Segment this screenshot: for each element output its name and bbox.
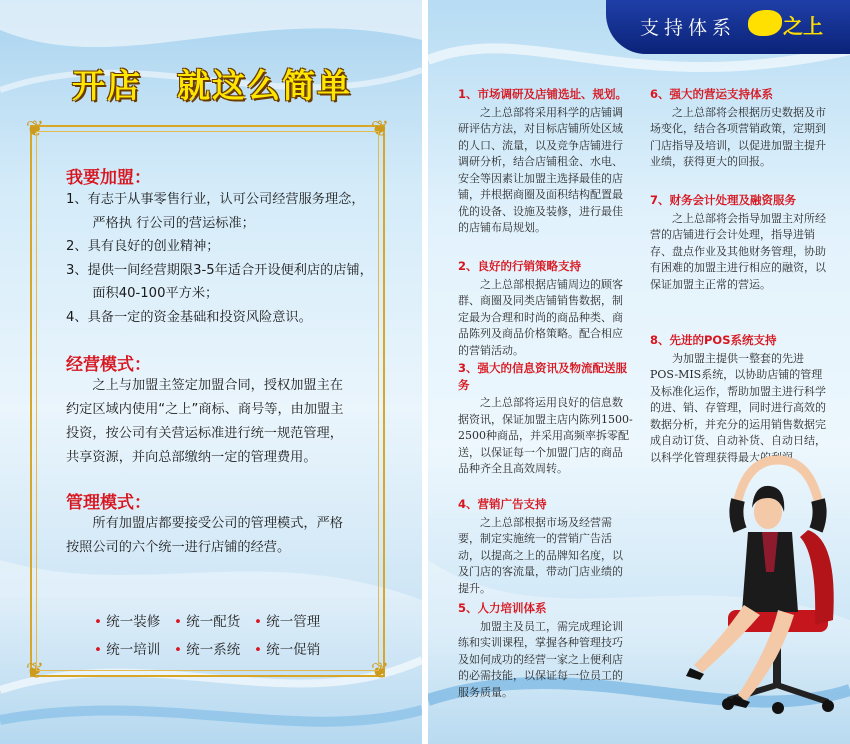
list-item: 1、有志于从事零售行业，认可公司经营服务理念，: [66, 192, 365, 207]
section-title: 6、强大的营运支持体系: [650, 87, 774, 101]
management-text: 所有加盟店都要接受公司的管理模式，严格按照公司的六个统一进行店铺的经营。: [66, 516, 343, 555]
operation-heading: 经营模式：: [66, 355, 151, 375]
unified-item: • 统一配货: [174, 610, 254, 630]
support-section: [458, 496, 633, 597]
unified-item: • 统一装修: [94, 610, 174, 630]
section-body: 之上总部将会指导加盟主对所经营的店铺进行会计处理，指导进销存、盘点作业及其他财务管理，协助有困难的加盟主进行相应的融资，以保证加盟主正常的营运。: [650, 211, 826, 291]
support-section: [458, 258, 633, 359]
list-item: 严格执 行公司的营运标准；: [66, 215, 255, 231]
brand-logo-text: 之上: [783, 14, 823, 38]
section-body: 之上总部将采用科学的店铺调研评估方法，对目标店铺所处区域的人口、流量，以及竞争店铺进行调研分析，结合店铺租金、水电、安全等因素让加盟主选择最佳的店铺，并根据商圈及面积结构配置最优的设备、设施及装修，进行最佳的店铺布局规划。: [458, 105, 623, 234]
support-section: [458, 360, 633, 478]
left-panel: [0, 0, 422, 744]
section-title: 7、财务会计处理及融资服务: [650, 193, 797, 207]
list-item: 面积40-100平方米；: [66, 286, 219, 301]
section-body: 加盟主及员工，需完成理论训练和实训课程，掌握各种管理技巧及如何成功的经营一家之上便利店的必需技能，以保证每一位员工的服务质量。: [458, 619, 623, 699]
ornament-icon: ❦: [25, 659, 45, 684]
unified-item: • 统一管理: [254, 610, 344, 630]
section-title: 8、先进的POS系统支持: [650, 333, 777, 347]
join-requirements-list: [66, 188, 376, 329]
header-title: 支持体系: [640, 17, 737, 39]
unified-item: • 统一培训: [94, 638, 174, 658]
section-body: 为加盟主提供一整套的先进POS-MIS系统，以协助店铺的管理及标准化运作，帮助加盟主进行科学的进、销、存管理，同时进行高效的数据分析，并充分的运用销售数据完成自动订货、自动补货、自动日结，以科学化管理获得最大的利润。: [650, 351, 826, 464]
section-title: 1、市场调研及店铺选址、规划。: [458, 87, 627, 101]
section-body: 之上总部将运用良好的信息数据资讯，保证加盟主店内陈列1500-2500种商品，并采用高频率拆零配送，以保证每一个加盟门店的商品品种齐全且高效周转。: [458, 396, 633, 475]
support-section: [650, 192, 828, 293]
unified-item: • 统一系统: [174, 638, 254, 658]
brand-logo-icon: [748, 10, 782, 36]
businesswoman-chair-image: [668, 440, 848, 740]
section-title: 2、良好的行销策略支持: [458, 259, 582, 273]
list-item: 2、具有良好的创业精神；: [66, 239, 220, 254]
section-body: 之上总部根据店铺周边的顾客群、商圈及同类店铺销售数据，制定最为合理和时尚的商品种类、商品陈列及商品价格策略。配合相应的营销活动。: [458, 277, 623, 357]
support-section: [458, 86, 633, 237]
ornament-icon: ❦: [25, 117, 45, 142]
section-body: 之上总部根据市场及经营需要，制定实施统一的营销广告活动，以提高之上的品牌知名度，以及门店的客流量，带动门店业绩的提升。: [458, 515, 623, 595]
right-panel: [428, 0, 850, 744]
operation-text: 之上与加盟主签定加盟合同，授权加盟主在约定区域内使用“之上”商标、商号等，由加盟主投资，按公司有关营运标准进行统一规范管理，共享资源，并向总部缴纳一定的管理费用。: [66, 378, 344, 465]
section-body: 之上总部将会根据历史数据及市场变化，结合各项营销政策，定期到门店指导及培训，以促进加盟主提升业绩，获得更大的回报。: [650, 105, 826, 168]
ornament-icon: ❦: [370, 659, 390, 684]
page-title: 开店 就这么简单: [72, 66, 352, 105]
list-item: 4、具备一定的资金基础和投资风险意识。: [66, 309, 312, 325]
section-title: 3、强大的信息资讯及物流配送服务: [458, 361, 627, 392]
list-item: 3、提供一间经营期限3-5年适合开设便利店的店铺，: [66, 262, 373, 278]
support-section: [458, 600, 633, 701]
section-title: 5、人力培训体系: [458, 601, 547, 615]
unified-item: • 统一促销: [254, 638, 344, 658]
ornament-icon: ❦: [370, 117, 390, 142]
six-unified-grid: [94, 610, 354, 658]
management-heading: 管理模式：: [66, 493, 151, 513]
section-title: 4、营销广告支持: [458, 497, 547, 511]
support-section: [650, 86, 828, 171]
join-heading: 我要加盟：: [66, 168, 151, 188]
